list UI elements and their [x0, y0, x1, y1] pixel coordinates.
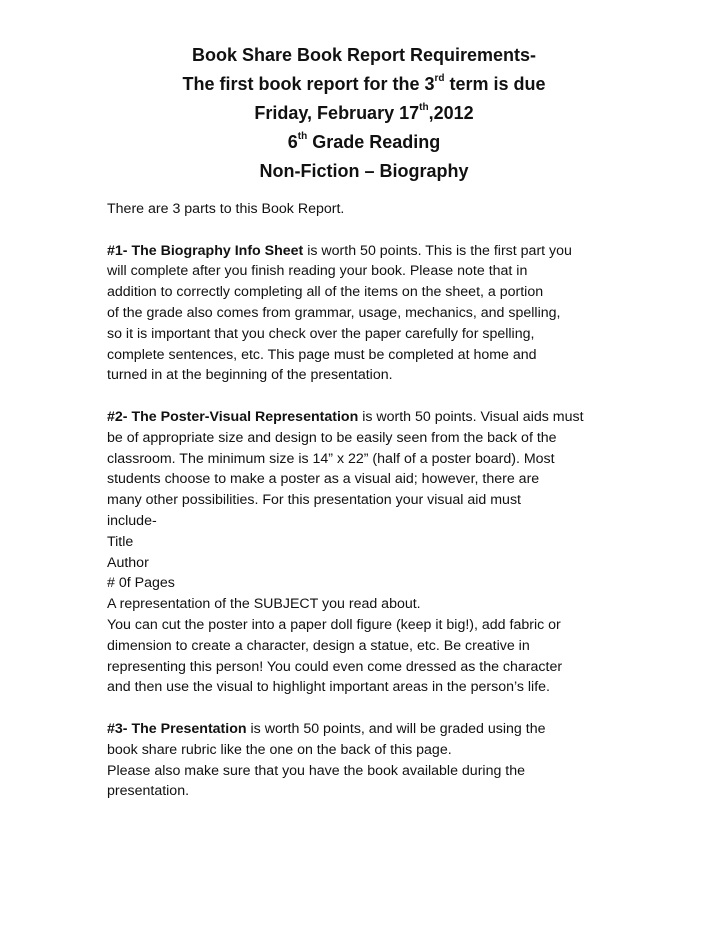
- part1-line: [107, 241, 627, 262]
- part3-line: presentation.: [107, 783, 190, 800]
- part1-line: so it is important that you check over the paper carefully for spelling,: [107, 325, 535, 342]
- part2-line: students choose to make a poster as a visual aid; however, there are: [107, 471, 540, 488]
- part2-list-item: A representation of the SUBJECT you read about.: [107, 596, 421, 613]
- part3-label: The Presentation: [131, 720, 247, 737]
- heading-due-line: [0, 70, 728, 99]
- heading-due-text-end: term is due: [444, 74, 546, 94]
- part2-line: dimension to create a character, design a statue, etc. Be creative in: [107, 637, 530, 654]
- part2-line: include-: [107, 512, 157, 529]
- heading-date-line: [0, 99, 728, 128]
- document-body: [107, 199, 627, 802]
- part1-line: complete sentences, etc. This page must be completed at home and: [107, 346, 537, 363]
- part1-text: is worth 50 points. This is the first part you: [303, 242, 572, 259]
- heading-due-text: The first book report for the 3: [182, 74, 435, 94]
- part2-text: is worth 50 points. Visual aids must: [358, 408, 584, 425]
- part2-line: You can cut the poster into a paper doll figure (keep it big!), add fabric or: [107, 616, 561, 633]
- part3-line: book share rubric like the one on the back of this page.: [107, 741, 452, 758]
- part3-paragraph: [107, 719, 627, 802]
- paragraph-gap: [107, 220, 627, 241]
- heading-date-year: ,2012: [428, 103, 474, 123]
- heading-grade-text: Grade Reading: [307, 132, 441, 152]
- part2-list-item: Title: [107, 533, 134, 550]
- paragraph-gap: [107, 698, 627, 719]
- heading-date-sup: th: [419, 102, 429, 113]
- part1-line: will complete after you finish reading your book. Please note that in: [107, 263, 528, 280]
- part3-line: [107, 719, 627, 740]
- part2-line: [107, 407, 627, 428]
- part1-line: of the grade also comes from grammar, usage, mechanics, and spelling,: [107, 304, 561, 321]
- document-heading: [0, 41, 728, 186]
- part3-text: is worth 50 points, and will be graded using the: [246, 720, 546, 737]
- paragraph-gap: [107, 386, 627, 407]
- heading-due-sup: rd: [434, 73, 445, 84]
- heading-grade-line: [0, 128, 728, 157]
- heading-title: Book Share Book Report Requirements-: [191, 45, 537, 65]
- part1-line: addition to correctly completing all of the items on the sheet, a portion: [107, 284, 544, 301]
- part2-label: #2- The Poster-Visual Representation: [107, 408, 359, 425]
- part2-paragraph: [107, 407, 627, 698]
- part2-line: and then use the visual to highlight important areas in the person’s life.: [107, 679, 550, 696]
- part2-line: be of appropriate size and design to be easily seen from the back of the: [107, 429, 557, 446]
- part2-line: many other possibilities. For this presentation your visual aid must: [107, 492, 521, 509]
- part2-line: representing this person! You could even come dressed as the character: [107, 658, 563, 675]
- heading-genre: Non-Fiction – Biography: [259, 161, 469, 181]
- part2-line: classroom. The minimum size is 14” x 22” (half of a poster board). Most: [107, 450, 555, 467]
- part1-paragraph: [107, 241, 627, 387]
- heading-grade-sup: th: [297, 131, 308, 142]
- part3-label-number: #3-: [107, 720, 132, 737]
- heading-date-text: Friday, February 17: [254, 103, 420, 123]
- part1-line: turned in at the beginning of the presentation.: [107, 367, 393, 384]
- part2-list-item: Author: [107, 554, 149, 571]
- part2-list-item: # 0f Pages: [107, 575, 175, 592]
- intro-text: There are 3 parts to this Book Report.: [107, 201, 345, 217]
- part1-label: #1- The Biography Info Sheet: [107, 242, 304, 259]
- part3-line: Please also make sure that you have the book available during the: [107, 762, 526, 779]
- heading-grade-number: 6: [287, 132, 298, 152]
